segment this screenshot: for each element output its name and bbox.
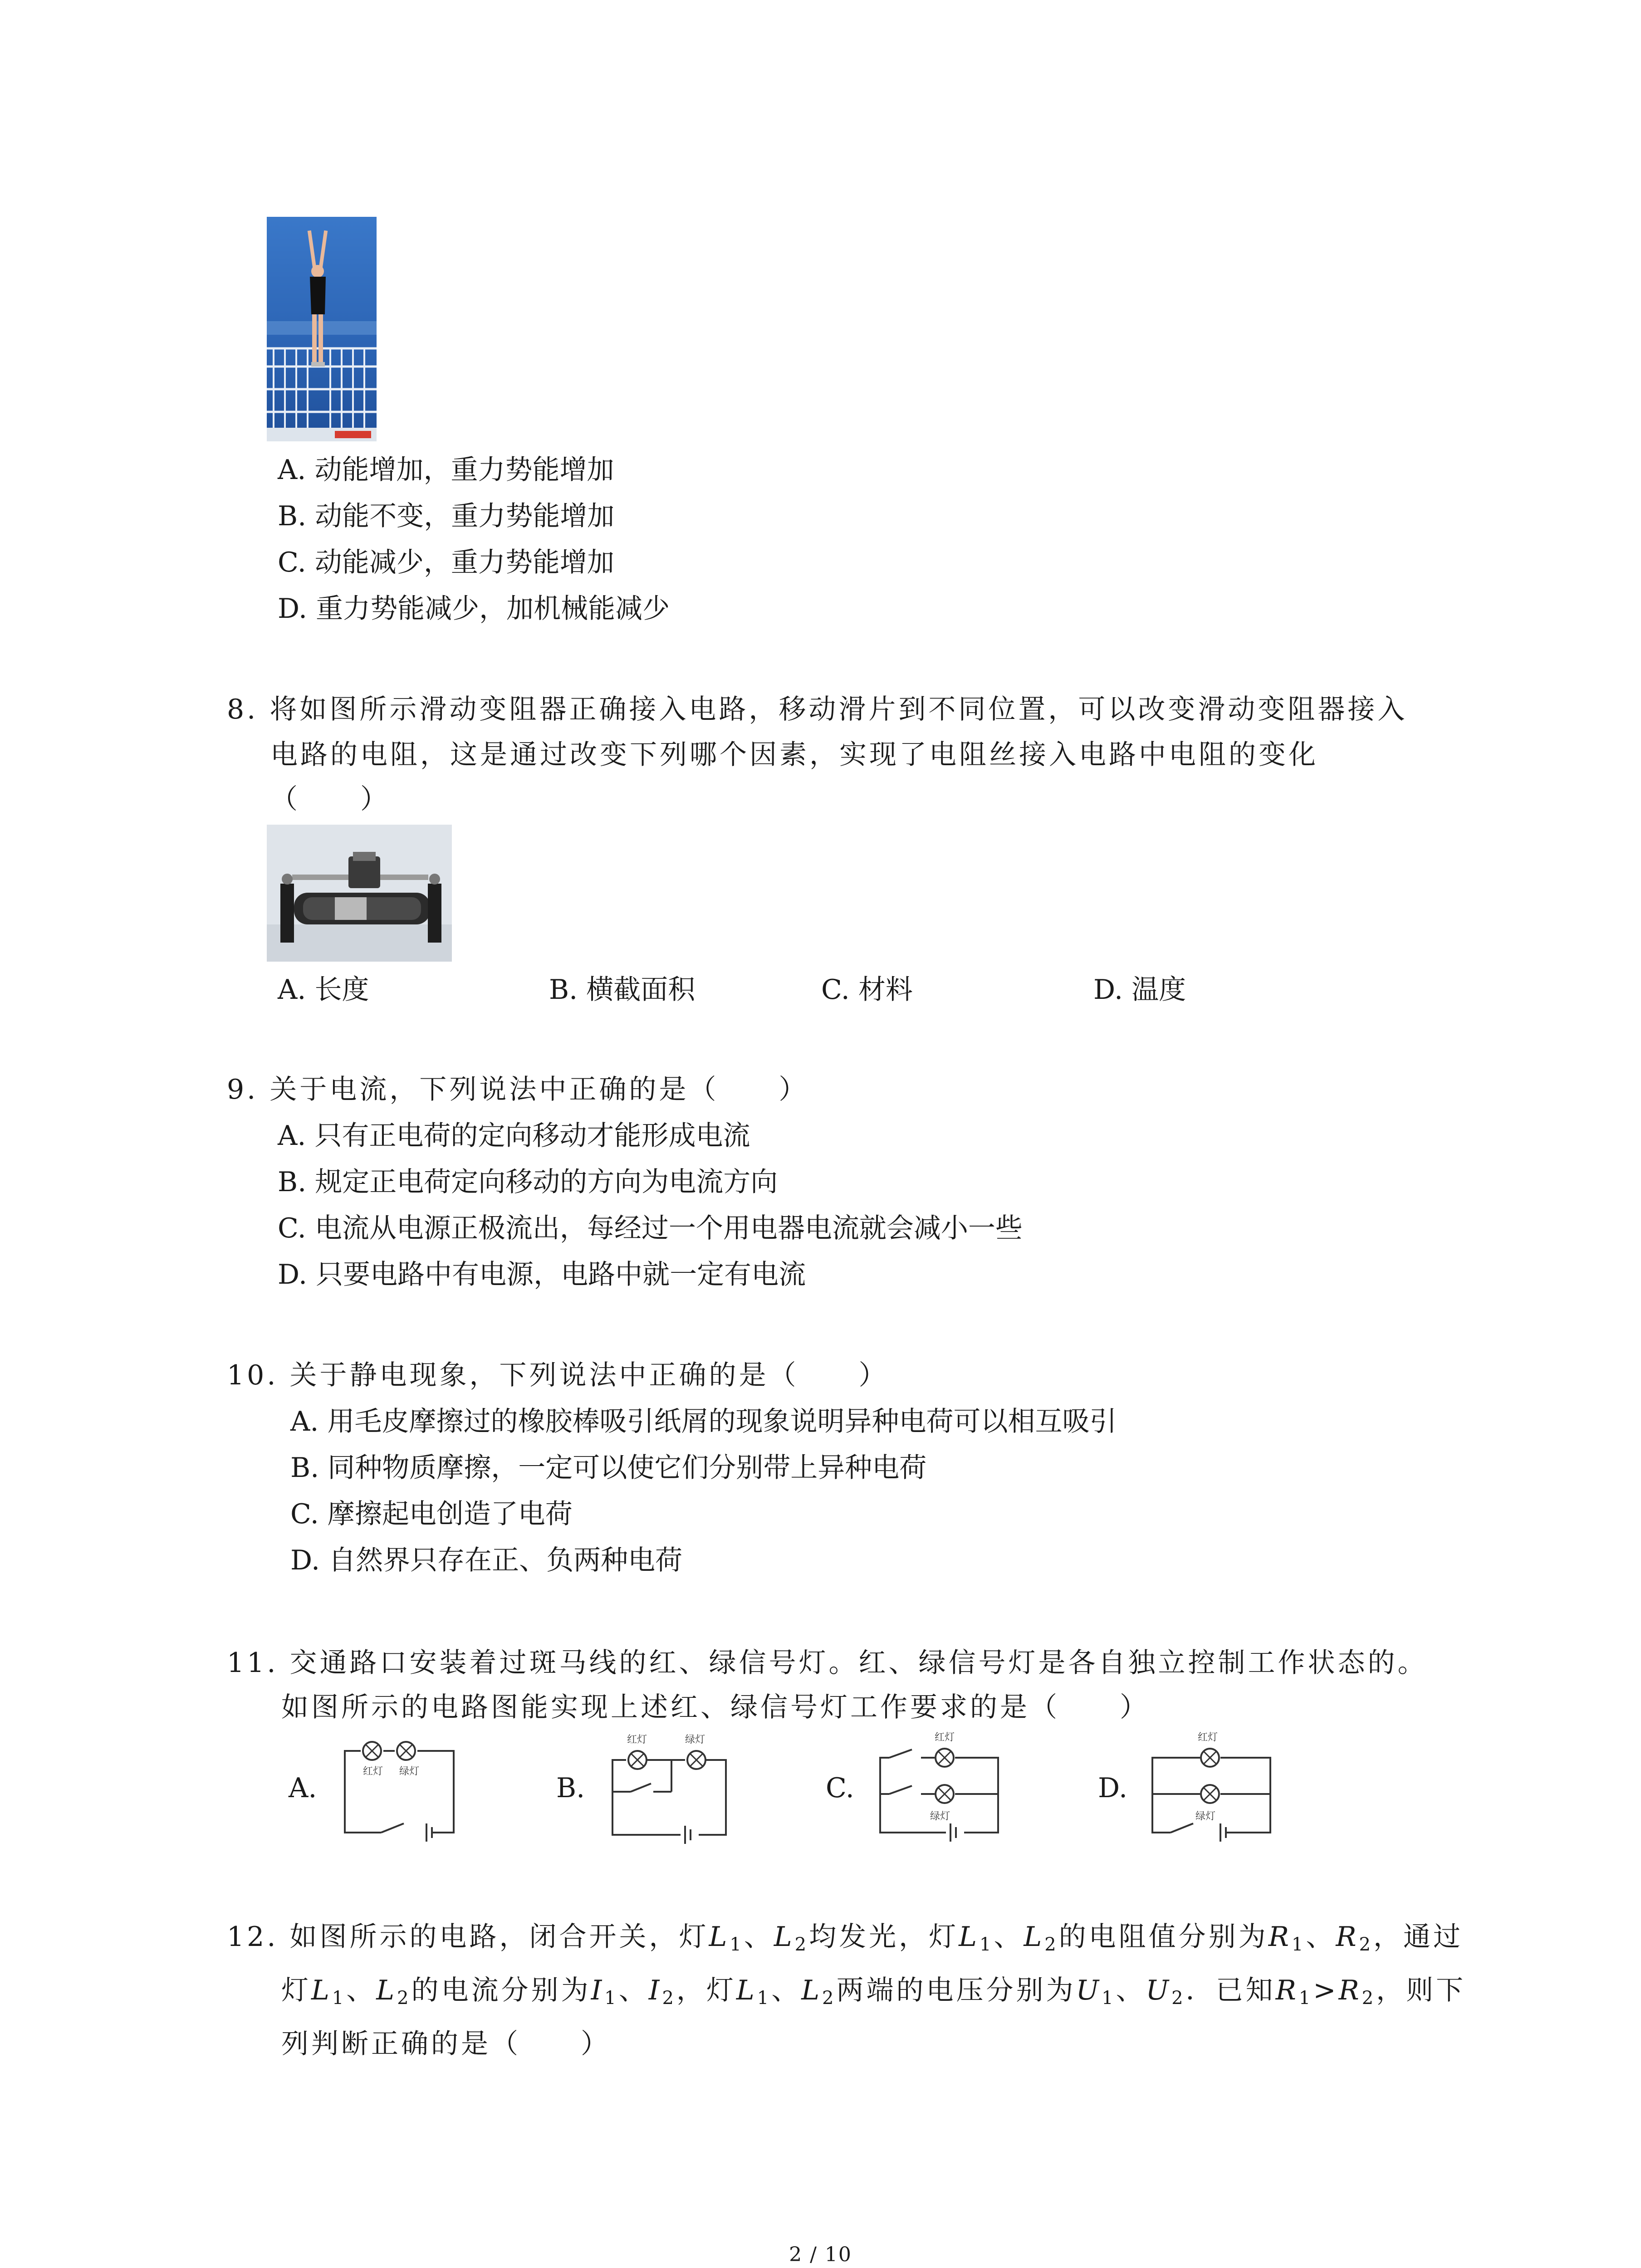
q12-var: L	[736, 1975, 757, 2006]
q7-option-c[interactable]: C. 动能减少，重力势能增加	[278, 547, 614, 578]
q9-option-b[interactable]: B. 规定正电荷定向移动的方向为电流方向	[278, 1166, 778, 1198]
q8-option-b[interactable]: B. 横截面积	[549, 974, 696, 1006]
q10-option-a[interactable]: A. 用毛皮摩擦过的橡胶棒吸引纸屑的现象说明异种电荷可以相互吸引	[290, 1406, 1117, 1437]
q12-text: ，灯	[676, 1975, 736, 2006]
q11-option-c-label[interactable]: C.	[826, 1772, 854, 1804]
q11-circuit-b[interactable]	[603, 1733, 735, 1846]
q12-text: 两端的电压分别为	[836, 1975, 1076, 2006]
q11-b-red-label: 红灯	[627, 1734, 647, 1745]
q7-option-d[interactable]: D. 重力势能减少，加机械能减少	[278, 593, 670, 625]
q12-var: U	[1076, 1975, 1102, 2006]
q12-sub: 2	[662, 1988, 676, 2009]
q12-var: L	[376, 1975, 397, 2006]
q12-sep: 、	[744, 1921, 774, 1953]
q12-sep: 、	[618, 1975, 649, 2006]
q11-d-red-label: 红灯	[1198, 1732, 1218, 1743]
q11-circuit-c[interactable]	[871, 1730, 1007, 1848]
q9-option-a[interactable]: A. 只有正电荷的定向移动才能形成电流	[278, 1120, 750, 1152]
q7-option-b[interactable]: B. 动能不变，重力势能增加	[278, 500, 615, 532]
q12-sub: 2	[1359, 1934, 1373, 1955]
q12-sub: 1	[730, 1934, 744, 1955]
q8-stem-line1: 8. 将如图所示滑动变阻器正确接入电路，移动滑片到不同位置，可以改变滑动变阻器接入	[227, 694, 1408, 725]
q12-sep: 、	[1306, 1921, 1336, 1953]
q11-option-a-label[interactable]: A.	[289, 1772, 317, 1804]
q11-a-green-label: 绿灯	[399, 1766, 420, 1777]
q8-option-a[interactable]: A. 长度	[278, 974, 369, 1006]
q12-sub: 2	[1362, 1988, 1376, 2009]
q12-sub: 1	[1291, 1934, 1306, 1955]
q12-var: R	[1268, 1921, 1292, 1953]
q12-text: 均发光，灯	[809, 1921, 959, 1953]
q12-sub: 2	[822, 1988, 837, 2009]
q12-sep: 、	[771, 1975, 802, 2006]
q12-var: I	[591, 1975, 605, 2006]
q12-sep: 、	[346, 1975, 377, 2006]
q12-var: I	[648, 1975, 662, 2006]
q10-option-b[interactable]: B. 同种物质摩擦，一定可以使它们分别带上异种电荷	[290, 1452, 927, 1484]
q12-text: 的电阻值分别为	[1058, 1921, 1269, 1953]
q12-var: L	[774, 1921, 795, 1953]
q12-sub: 1	[332, 1988, 347, 2009]
q8-stem-line3: （ ）	[270, 783, 390, 815]
q12-stem-line3: 列判断正确的是（ ）	[281, 2028, 611, 2060]
q8-option-c[interactable]: C. 材料	[821, 974, 913, 1006]
rheostat-illustration	[267, 825, 452, 962]
q12-var: L	[709, 1921, 730, 1953]
q11-c-red-label: 红灯	[935, 1732, 955, 1743]
q11-c-green-label: 绿灯	[930, 1811, 950, 1822]
q11-stem-line2: 如图所示的电路图能实现上述红、绿信号灯工作要求的是（ ）	[281, 1691, 1150, 1723]
q12-var: L	[311, 1975, 332, 2006]
q12-sub: 1	[757, 1988, 772, 2009]
q12-sub: 1	[1102, 1988, 1116, 2009]
q12-var: L	[1024, 1921, 1045, 1953]
q7-option-a[interactable]: A. 动能增加，重力势能增加	[278, 454, 614, 486]
q12-var: L	[801, 1975, 823, 2006]
q12-text: ，通过	[1373, 1921, 1463, 1953]
q11-a-red-label: 红灯	[363, 1766, 383, 1777]
rheostat-photo	[267, 825, 452, 962]
q12-sub: 1	[979, 1934, 994, 1955]
q12-gt: >	[1313, 1975, 1339, 2006]
q12-sub: 2	[1171, 1988, 1186, 2009]
q12-stem-line1	[227, 1923, 1463, 1954]
q12-sep: 、	[1116, 1975, 1146, 2006]
q12-text: 12. 如图所示的电路，闭合开关，灯	[227, 1921, 709, 1953]
q10-option-d[interactable]: D. 自然界只存在正、负两种电荷	[290, 1545, 683, 1576]
q12-sub: 1	[1298, 1988, 1313, 2009]
q12-sub: 2	[794, 1934, 809, 1955]
q9-option-c[interactable]: C. 电流从电源正极流出，每经过一个用电器电流就会减小一些	[278, 1212, 1023, 1244]
q12-var: R	[1336, 1921, 1359, 1953]
q12-sub: 1	[604, 1988, 619, 2009]
q12-sub: 2	[397, 1988, 411, 2009]
q11-b-green-label: 绿灯	[685, 1734, 705, 1745]
diver-photo	[267, 217, 377, 441]
q12-sub: 2	[1044, 1934, 1059, 1955]
q12-text: 的电流分别为	[411, 1975, 591, 2006]
q10-stem: 10. 关于静电现象，下列说法中正确的是（ ）	[227, 1359, 889, 1391]
q11-option-d-label[interactable]: D.	[1098, 1772, 1128, 1804]
q11-d-green-label: 绿灯	[1195, 1811, 1216, 1822]
q12-text: ．已知	[1185, 1975, 1276, 2006]
q8-stem-line2: 电路的电阻，这是通过改变下列哪个因素，实现了电阻丝接入电路中电阻的变化	[270, 739, 1318, 771]
diver-illustration	[267, 217, 377, 441]
q8-option-d[interactable]: D. 温度	[1093, 974, 1186, 1006]
q10-option-c[interactable]: C. 摩擦起电创造了电荷	[290, 1498, 573, 1530]
q11-stem-line1: 11. 交通路口安装着过斑马线的红、绿信号灯。红、绿信号灯是各自独立控制工作状态的。	[227, 1647, 1428, 1679]
q9-stem: 9. 关于电流，下列说法中正确的是（ ）	[227, 1074, 809, 1105]
q12-sep: 、	[994, 1921, 1024, 1953]
q11-option-b-label[interactable]: B.	[556, 1772, 585, 1804]
q12-var: R	[1275, 1975, 1299, 2006]
q12-text: 灯	[281, 1975, 311, 2006]
q9-option-d[interactable]: D. 只要电路中有电源，电路中就一定有电流	[278, 1259, 806, 1290]
page-number: 2 / 10	[789, 2243, 852, 2266]
q12-var: L	[959, 1921, 980, 1953]
q12-var: R	[1338, 1975, 1362, 2006]
q12-var: U	[1146, 1975, 1172, 2006]
q11-circuit-d[interactable]	[1143, 1730, 1279, 1848]
q12-text: ，则下	[1376, 1975, 1466, 2006]
q11-circuit-a[interactable]	[336, 1733, 463, 1846]
q12-stem-line2	[281, 1977, 1466, 2007]
